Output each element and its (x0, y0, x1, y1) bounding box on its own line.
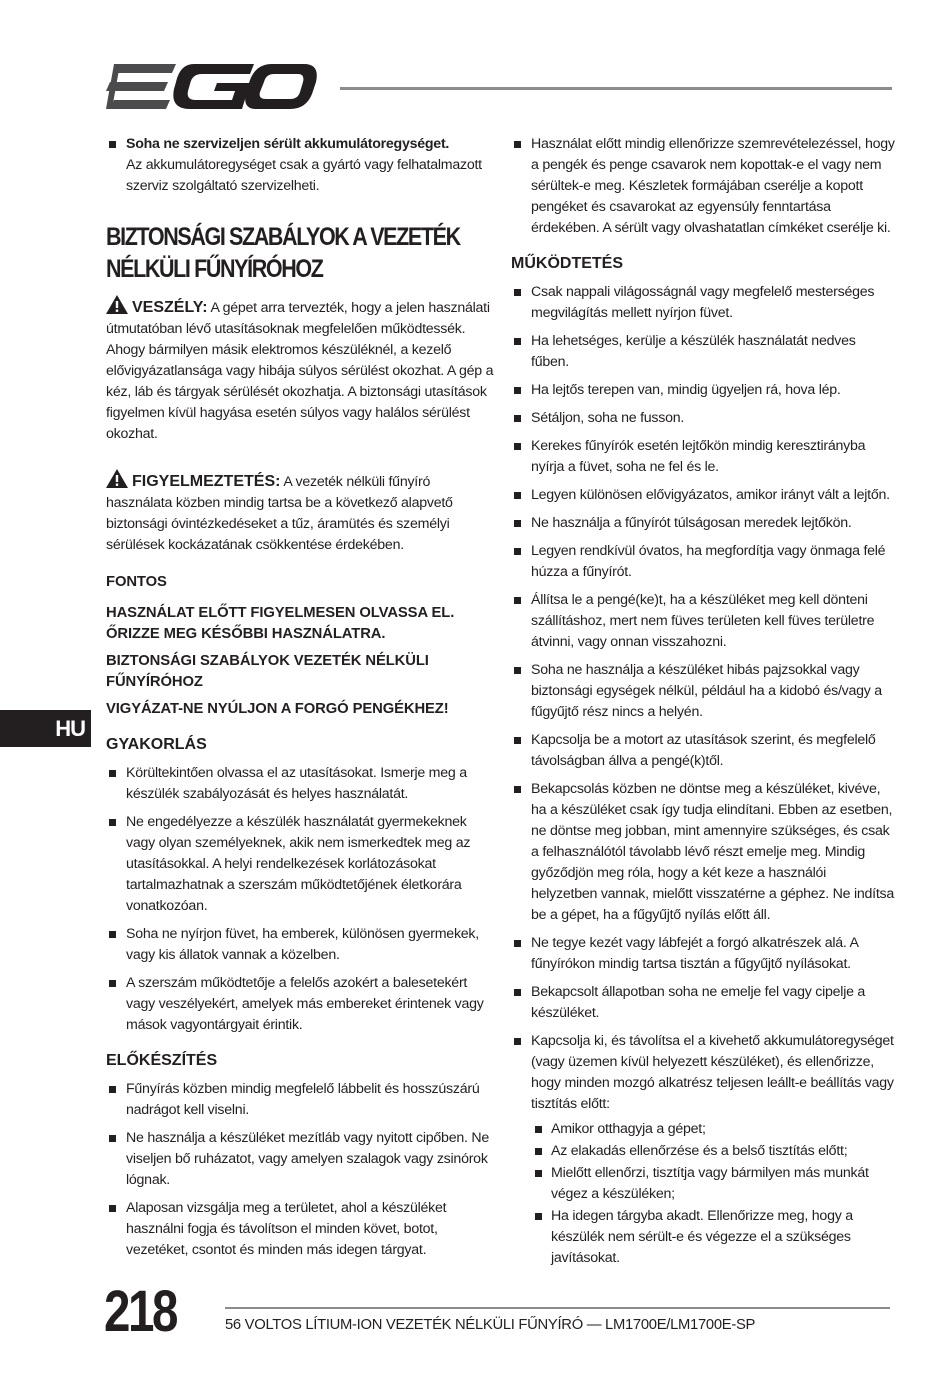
danger-paragraph (106, 295, 494, 445)
list-item: Ne engedélyezze a készülék használatát gyermekeknek vagy olyan személyeknek, akik nem ismerkedtek meg az utasításokkal. A helyi rendelkezések korlátozásokat tartalmazhatnak a szerszám működtetőjének életkorára vonatkozóan. (106, 812, 494, 917)
sub-list-item: Ha idegen tárgyba akadt. Ellenőrizze meg, hogy a készülék nem sérült-e és végezze el a szükséges javításokat. (511, 1206, 895, 1269)
list-item: Ha lehetséges, kerülje a készülék használatát nedves fűben. (511, 331, 895, 373)
rules-heading-line-2: FŰNYÍRÓHOZ (106, 674, 203, 690)
danger-text: A gépet arra tervezték, hogy a jelen használati útmutatóban lévő utasításoknak megfelelően működtessék. Ahogy bármilyen másik elektromos készüléknél, a kezelő elővigyázatlansága vagy hibája súlyos sérülést okozhat. A gép a kéz, láb és tárgyak sérülését okozhatja. A biztonsági utasítások figyelmen kívül hagyása esetén súlyos vagy halálos sérülést okozhat. (106, 300, 494, 442)
right-column (511, 134, 895, 1270)
read-notice-line-1: HASZNÁLAT ELŐTT FIGYELMESEN OLVASSA EL. (106, 605, 455, 621)
elokeszites-heading: ELŐKÉSZÍTÉS (106, 1052, 218, 1069)
gyakorlas-list (106, 763, 494, 1036)
mukodtetes-heading: MŰKÖDTETÉS (511, 255, 623, 272)
fontos-label: FONTOS (106, 574, 167, 590)
ego-logo (106, 64, 318, 114)
list-item: Ne használja a készüléket mezítláb vagy nyitott cipőben. Ne viseljen bő ruházatot, vagy amelyen szalagok vagy zsinórok lógnak. (106, 1128, 494, 1191)
danger-label: VESZÉLY: (132, 299, 208, 316)
list-item: Fűnyírás közben mindig megfelelő lábbelit és hosszúszárú nadrágot kell viselni. (106, 1079, 494, 1121)
list-item: Csak nappali világosságnál vagy megfelelő mesterséges megvilágítás mellett nyírjon füvet. (511, 282, 895, 324)
sub-list-item: Mielőtt ellenőrzi, tisztítja vagy bármilyen más munkát végez a készüléken; (511, 1163, 895, 1205)
footer-rule (225, 1307, 890, 1309)
sub-list-item: Amikor otthagyja a gépet; (511, 1119, 895, 1140)
warning-label: FIGYELMEZTETÉS: (132, 473, 281, 490)
warning-triangle-icon (106, 295, 128, 314)
list-item: Alaposan vizsgálja meg a területet, ahol a készüléket használni fogja és távolítson el minden követ, botot, vezetéket, csontot és minden más idegen tárgyat. (106, 1198, 494, 1261)
page-number: 218 (104, 1279, 176, 1344)
list-item: Sétáljon, soha ne fusson. (511, 408, 895, 429)
list-item: Soha ne használja a készüléket hibás pajzsokkal vagy biztonsági egységek nélkül, például ha a kidobó és/vagy a fűgyűjtő rész nincs a helyén. (511, 660, 895, 723)
warning-paragraph (106, 469, 494, 556)
rules-heading-line-1: BIZTONSÁGI SZABÁLYOK VEZETÉK NÉLKÜLI (106, 653, 429, 669)
list-item: Ne használja a fűnyírót túlságosan meredek lejtőkön. (511, 513, 895, 534)
intro-bullet-text: Az akkumulátoregységet csak a gyártó vagy felhatalmazott szerviz szolgáltató szervizelheti. (126, 157, 482, 194)
list-item: Használat előtt mindig ellenőrizze szemrevételezéssel, hogy a pengék és penge csavarok nem kopottak-e el vagy nem sérültek-e meg. Készletek formájában cserélje a kopott pengéket és csavarokat az egyensúly fenntartása érdekében. A sérült vagy olvashatatlan címkéket cserélje ki. (511, 134, 895, 239)
sub-list (511, 1119, 895, 1269)
list-item: Kapcsolja be a motort az utasítások szerint, és megfelelő távolságban állva a pengé(k)től. (511, 730, 895, 772)
list-item: Kerekes fűnyírók esetén lejtőkön mindig keresztirányba nyírja a füvet, soha ne fel és le. (511, 436, 895, 478)
list-item: Ha lejtős terepen van, mindig ügyeljen rá, hova lép. (511, 380, 895, 401)
footer-title: 56 VOLTOS LÍTIUM-ION VEZETÉK NÉLKÜLI FŰNYÍRÓ — LM1700E/LM1700E-SP (225, 1317, 756, 1333)
list-item (106, 134, 494, 197)
warning-triangle-icon (106, 469, 128, 488)
list-item: Körültekintően olvassa el az utasításokat. Ismerje meg a készülék szabályozását és helyes használatát. (106, 763, 494, 805)
list-item: Legyen különösen elővigyázatos, amikor irányt vált a lejtőn. (511, 485, 895, 506)
main-heading-line-1: BIZTONSÁGI SZABÁLYOK A VEZETÉK (106, 223, 460, 251)
list-item: Bekapcsolás közben ne döntse meg a készüléket, kivéve, ha a készüléket csak így tudja elindítani. Ebben az esetben, ne döntse meg jobban, mint amennyire szükséges, és csak a felhasználótól távolabb lévő részt emelje meg. Mindig győződjön meg róla, hogy a két keze a használói helyzetben vannak, mielőtt visszatérne a géphez. Ne indítsa be a gépet, ha a fűgyűjtő nyílás előtt áll. (511, 779, 895, 926)
sub-list-item: Az elakadás ellenőrzése és a belső tisztítás előtt; (511, 1141, 895, 1162)
left-column (106, 134, 494, 1268)
list-item: Ne tegye kezét vagy lábfejét a forgó alkatrészek alá. A fűnyírókon mindig tartsa tisztán a fűgyűjtő nyílásokat. (511, 933, 895, 975)
read-notice (106, 603, 494, 645)
read-notice-line-2: ŐRIZZE MEG KÉSŐBBI HASZNÁLATRA. (106, 626, 386, 642)
main-heading (106, 221, 493, 285)
list-item: Legyen rendkívül óvatos, ha megfordítja vagy önmaga felé húzza a fűnyírót. (511, 541, 895, 583)
rules-heading (106, 651, 494, 693)
list-item: Állítsa le a pengé(ke)t, ha a készüléket meg kell dönteni szállításhoz, mert nem füves területen kell füves területre átvinni, vagy onnan visszahozni. (511, 590, 895, 653)
caution-blade: VIGYÁZAT-NE NYÚLJON A FORGÓ PENGÉKHEZ! (106, 701, 449, 717)
gyakorlas-heading: GYAKORLÁS (106, 736, 207, 753)
elokeszites-list (106, 1079, 494, 1261)
list-item: A szerszám működtetője a felelős azokért a balesetekért vagy veszélyekért, amelyek más embereket érintenek vagy mások vagyontárgyait érintik. (106, 973, 494, 1036)
list-item: Kapcsolja ki, és távolítsa el a kivehető akkumulátoregységet (vagy üzemen kívül helyezett készüléket), és ellenőrizze, hogy minden mozgó alkatrész teljesen leállt-e beállítás vagy tisztítás előtt: (511, 1031, 895, 1115)
language-tab (0, 710, 91, 747)
warning-text: A vezeték nélküli fűnyíró használata közben mindig tartsa be a következő alapvető biztonsági óvintézkedéseket a tűz, áramütés és személyi sérülések kockázatának csökkentése érdekében. (106, 474, 453, 553)
list-item: Soha ne nyírjon füvet, ha emberek, különösen gyermekek, vagy kis állatok vannak a közelben. (106, 924, 494, 966)
intro-bullet-bold: Soha ne szervizeljen sérült akkumulátoregységet. (126, 136, 450, 152)
list-item: Bekapcsolt állapotban soha ne emelje fel vagy cipelje a készüléket. (511, 982, 895, 1024)
mukodtetes-list (511, 282, 895, 1115)
main-heading-line-2: NÉLKÜLI FŰNYÍRÓHOZ (106, 255, 323, 283)
language-tab-label: HU (55, 716, 85, 741)
header-rule (340, 87, 892, 90)
